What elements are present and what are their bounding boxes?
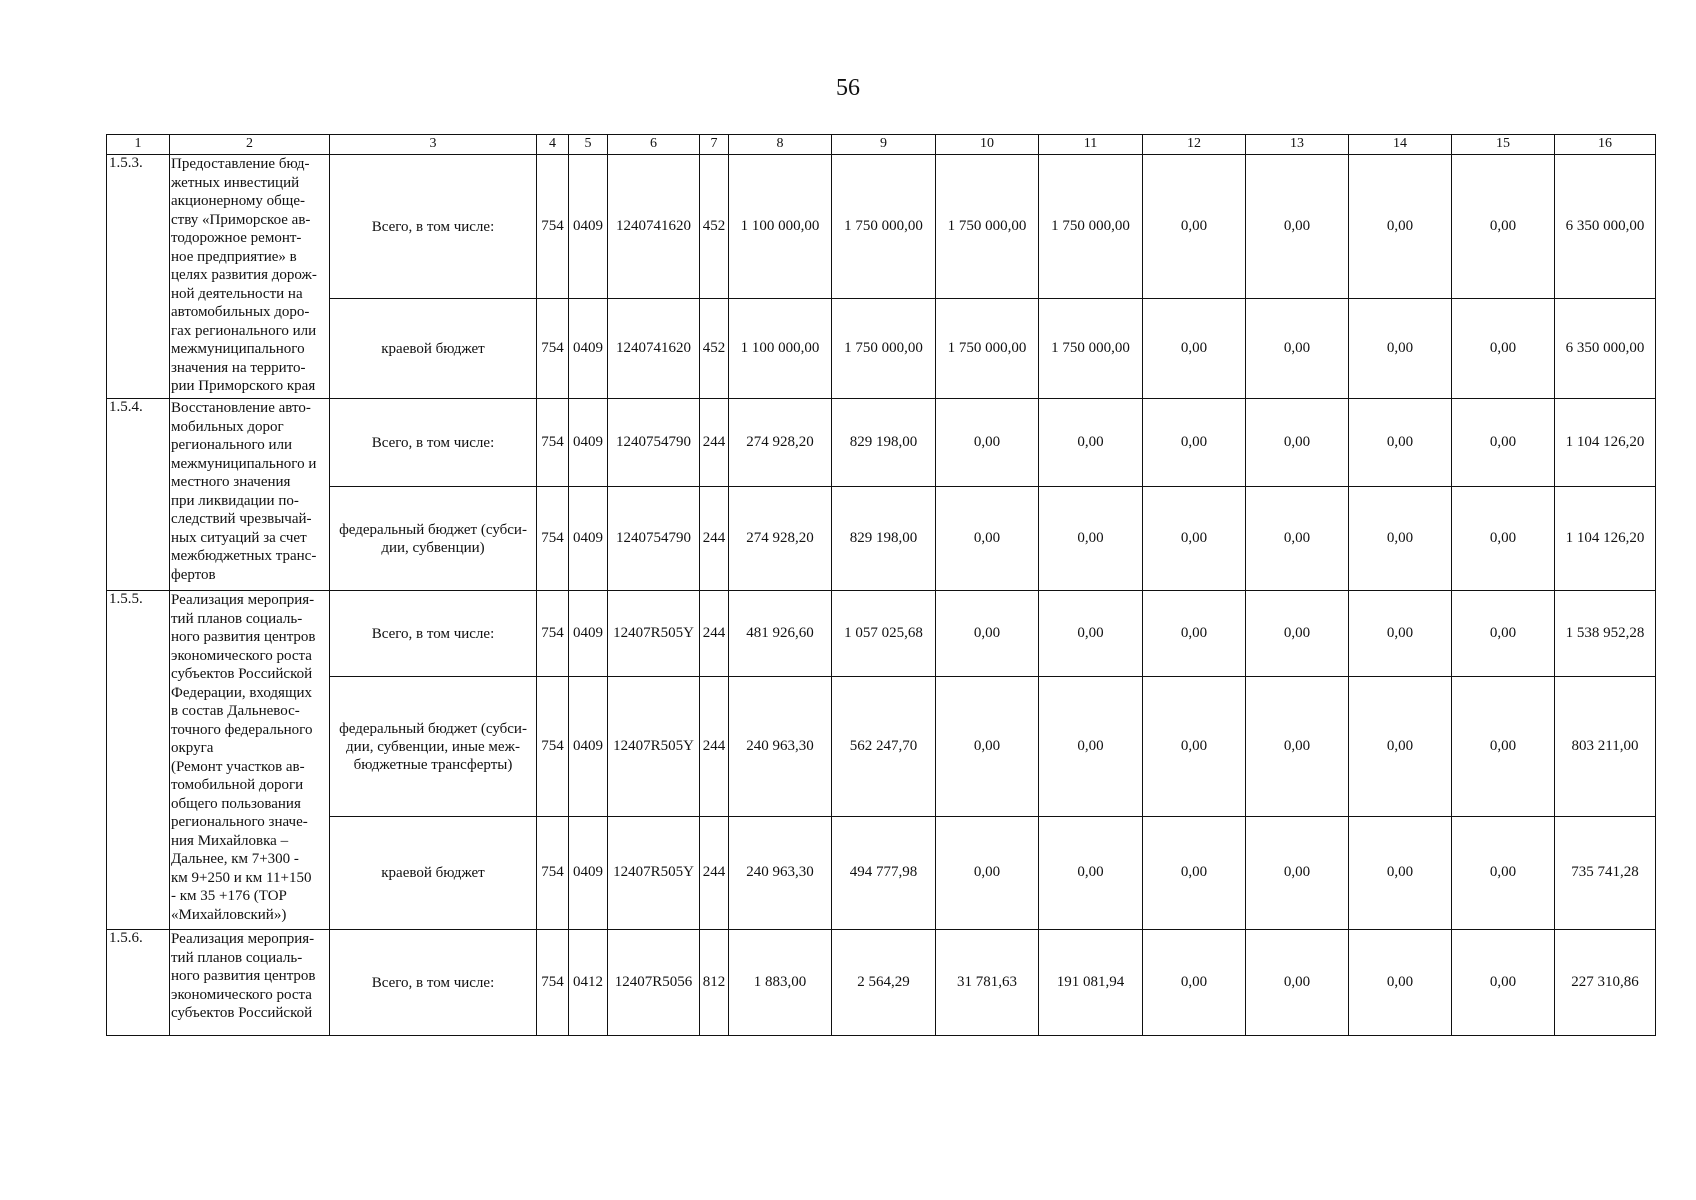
- value-col-12: 0,00: [1143, 930, 1246, 1036]
- admin-code: 754: [537, 677, 569, 817]
- value-col-14: 0,00: [1349, 591, 1452, 677]
- column-number-3: 3: [330, 135, 537, 155]
- expense-type: 244: [700, 677, 729, 817]
- value-col-11: 0,00: [1039, 399, 1143, 487]
- value-col-14: 0,00: [1349, 399, 1452, 487]
- value-col-10: 0,00: [936, 817, 1039, 930]
- value-col-11: 0,00: [1039, 591, 1143, 677]
- column-number-16: 16: [1555, 135, 1656, 155]
- value-col-8: 240 963,30: [729, 817, 832, 930]
- value-col-9: 2 564,29: [832, 930, 936, 1036]
- column-number-13: 13: [1246, 135, 1349, 155]
- value-col-9: 494 777,98: [832, 817, 936, 930]
- value-col-9: 829 198,00: [832, 399, 936, 487]
- table-row: [107, 817, 1656, 930]
- target-article: 1240754790: [608, 399, 700, 487]
- value-col-14: 0,00: [1349, 487, 1452, 591]
- section-code: 0409: [569, 155, 608, 299]
- value-col-13: 0,00: [1246, 155, 1349, 299]
- expense-type: 244: [700, 591, 729, 677]
- value-col-9: 829 198,00: [832, 487, 936, 591]
- target-article: 1240741620: [608, 155, 700, 299]
- column-number-2: 2: [170, 135, 330, 155]
- value-col-11: 0,00: [1039, 677, 1143, 817]
- value-col-16: 803 211,00: [1555, 677, 1656, 817]
- value-col-14: 0,00: [1349, 155, 1452, 299]
- funding-source: Всего, в том числе:: [330, 155, 537, 299]
- value-col-8: 481 926,60: [729, 591, 832, 677]
- value-col-15: 0,00: [1452, 487, 1555, 591]
- section-code: 0412: [569, 930, 608, 1036]
- admin-code: 754: [537, 817, 569, 930]
- value-col-12: 0,00: [1143, 155, 1246, 299]
- value-col-14: 0,00: [1349, 930, 1452, 1036]
- value-col-14: 0,00: [1349, 299, 1452, 399]
- value-col-12: 0,00: [1143, 817, 1246, 930]
- item-name: Реализация мероприя- тий планов социаль- ного развития центров экономического роста субъектов Российской: [170, 930, 330, 1036]
- admin-code: 754: [537, 399, 569, 487]
- section-code: 0409: [569, 299, 608, 399]
- expense-type: 244: [700, 817, 729, 930]
- item-name: Восстановление авто- мобильных дорог регионального или межмуниципального и местного значения при ликвидации по- следствий чрезвычай- ных ситуаций за счет межбюджетных транс- фертов: [170, 399, 330, 591]
- value-col-9: 562 247,70: [832, 677, 936, 817]
- value-col-10: 0,00: [936, 591, 1039, 677]
- expense-type: 244: [700, 399, 729, 487]
- value-col-16: 227 310,86: [1555, 930, 1656, 1036]
- value-col-8: 1 883,00: [729, 930, 832, 1036]
- section-code: 0409: [569, 817, 608, 930]
- value-col-16: 6 350 000,00: [1555, 299, 1656, 399]
- value-col-11: 1 750 000,00: [1039, 299, 1143, 399]
- value-col-15: 0,00: [1452, 817, 1555, 930]
- funding-source: федеральный бюджет (субси- дии, субвенции): [330, 487, 537, 591]
- admin-code: 754: [537, 155, 569, 299]
- value-col-11: 0,00: [1039, 487, 1143, 591]
- value-col-13: 0,00: [1246, 591, 1349, 677]
- value-col-16: 6 350 000,00: [1555, 155, 1656, 299]
- item-number: 1.5.4.: [107, 399, 170, 591]
- value-col-10: 0,00: [936, 677, 1039, 817]
- column-number-11: 11: [1039, 135, 1143, 155]
- value-col-15: 0,00: [1452, 399, 1555, 487]
- table-row: [107, 155, 1656, 299]
- value-col-8: 240 963,30: [729, 677, 832, 817]
- admin-code: 754: [537, 591, 569, 677]
- item-number: 1.5.6.: [107, 930, 170, 1036]
- value-col-13: 0,00: [1246, 299, 1349, 399]
- section-code: 0409: [569, 591, 608, 677]
- page-number: 56: [836, 75, 860, 101]
- column-number-5: 5: [569, 135, 608, 155]
- item-number: 1.5.5.: [107, 591, 170, 930]
- target-article: 1240741620: [608, 299, 700, 399]
- value-col-9: 1 750 000,00: [832, 299, 936, 399]
- value-col-11: 0,00: [1039, 817, 1143, 930]
- funding-source: Всего, в том числе:: [330, 930, 537, 1036]
- value-col-13: 0,00: [1246, 817, 1349, 930]
- value-col-10: 0,00: [936, 399, 1039, 487]
- item-name: Реализация мероприя- тий планов социаль- ного развития центров экономического роста субъектов Российской Федерации, входящих в состав Дальневос- точного федерального округа (Ремонт участков ав- томобильной дороги общего пользования регионального значе- ния Михайловка – Дальнее, км 7+300 - км 9+250 и км 11+150 - км 35 +176 (ТОР «Михайловский»): [170, 591, 330, 930]
- value-col-11: 191 081,94: [1039, 930, 1143, 1036]
- value-col-10: 1 750 000,00: [936, 155, 1039, 299]
- value-col-13: 0,00: [1246, 487, 1349, 591]
- table-row: [107, 677, 1656, 817]
- value-col-12: 0,00: [1143, 677, 1246, 817]
- table-row: [107, 487, 1656, 591]
- value-col-8: 1 100 000,00: [729, 155, 832, 299]
- column-number-12: 12: [1143, 135, 1246, 155]
- value-col-10: 31 781,63: [936, 930, 1039, 1036]
- value-col-15: 0,00: [1452, 677, 1555, 817]
- value-col-13: 0,00: [1246, 930, 1349, 1036]
- value-col-16: 735 741,28: [1555, 817, 1656, 930]
- expense-type: 452: [700, 155, 729, 299]
- value-col-10: 0,00: [936, 487, 1039, 591]
- target-article: 12407R5056: [608, 930, 700, 1036]
- column-number-10: 10: [936, 135, 1039, 155]
- budget-table: [106, 134, 1656, 1036]
- section-code: 0409: [569, 399, 608, 487]
- column-number-9: 9: [832, 135, 936, 155]
- value-col-9: 1 057 025,68: [832, 591, 936, 677]
- funding-source: Всего, в том числе:: [330, 591, 537, 677]
- value-col-12: 0,00: [1143, 591, 1246, 677]
- value-col-13: 0,00: [1246, 677, 1349, 817]
- funding-source: краевой бюджет: [330, 817, 537, 930]
- value-col-16: 1 104 126,20: [1555, 399, 1656, 487]
- expense-type: 244: [700, 487, 729, 591]
- value-col-9: 1 750 000,00: [832, 155, 936, 299]
- value-col-13: 0,00: [1246, 399, 1349, 487]
- column-number-8: 8: [729, 135, 832, 155]
- target-article: 12407R505Y: [608, 677, 700, 817]
- funding-source: Всего, в том числе:: [330, 399, 537, 487]
- column-number-6: 6: [608, 135, 700, 155]
- value-col-11: 1 750 000,00: [1039, 155, 1143, 299]
- item-number: 1.5.3.: [107, 155, 170, 399]
- target-article: 12407R505Y: [608, 817, 700, 930]
- target-article: 12407R505Y: [608, 591, 700, 677]
- item-name: Предоставление бюд- жетных инвестиций акционерному обще- ству «Приморское ав- тодорожное ремонт- ное предприятие» в целях развития дорож- ной деятельности на автомобильных доро- гах регионального или межмуниципального значения на террито- рии Приморского края: [170, 155, 330, 399]
- value-col-14: 0,00: [1349, 817, 1452, 930]
- expense-type: 812: [700, 930, 729, 1036]
- column-number-row: [107, 135, 1656, 155]
- column-number-14: 14: [1349, 135, 1452, 155]
- value-col-8: 1 100 000,00: [729, 299, 832, 399]
- value-col-14: 0,00: [1349, 677, 1452, 817]
- value-col-8: 274 928,20: [729, 487, 832, 591]
- funding-source: краевой бюджет: [330, 299, 537, 399]
- value-col-16: 1 538 952,28: [1555, 591, 1656, 677]
- column-number-15: 15: [1452, 135, 1555, 155]
- admin-code: 754: [537, 299, 569, 399]
- value-col-10: 1 750 000,00: [936, 299, 1039, 399]
- value-col-15: 0,00: [1452, 155, 1555, 299]
- target-article: 1240754790: [608, 487, 700, 591]
- table-row: [107, 299, 1656, 399]
- column-number-4: 4: [537, 135, 569, 155]
- value-col-12: 0,00: [1143, 399, 1246, 487]
- value-col-16: 1 104 126,20: [1555, 487, 1656, 591]
- table-row: [107, 591, 1656, 677]
- section-code: 0409: [569, 487, 608, 591]
- value-col-8: 274 928,20: [729, 399, 832, 487]
- value-col-15: 0,00: [1452, 930, 1555, 1036]
- admin-code: 754: [537, 930, 569, 1036]
- value-col-12: 0,00: [1143, 299, 1246, 399]
- value-col-15: 0,00: [1452, 299, 1555, 399]
- value-col-12: 0,00: [1143, 487, 1246, 591]
- table-row: [107, 930, 1656, 1036]
- value-col-15: 0,00: [1452, 591, 1555, 677]
- table-row: [107, 399, 1656, 487]
- expense-type: 452: [700, 299, 729, 399]
- admin-code: 754: [537, 487, 569, 591]
- section-code: 0409: [569, 677, 608, 817]
- column-number-1: 1: [107, 135, 170, 155]
- column-number-7: 7: [700, 135, 729, 155]
- funding-source: федеральный бюджет (субси- дии, субвенции, иные меж- бюджетные трансферты): [330, 677, 537, 817]
